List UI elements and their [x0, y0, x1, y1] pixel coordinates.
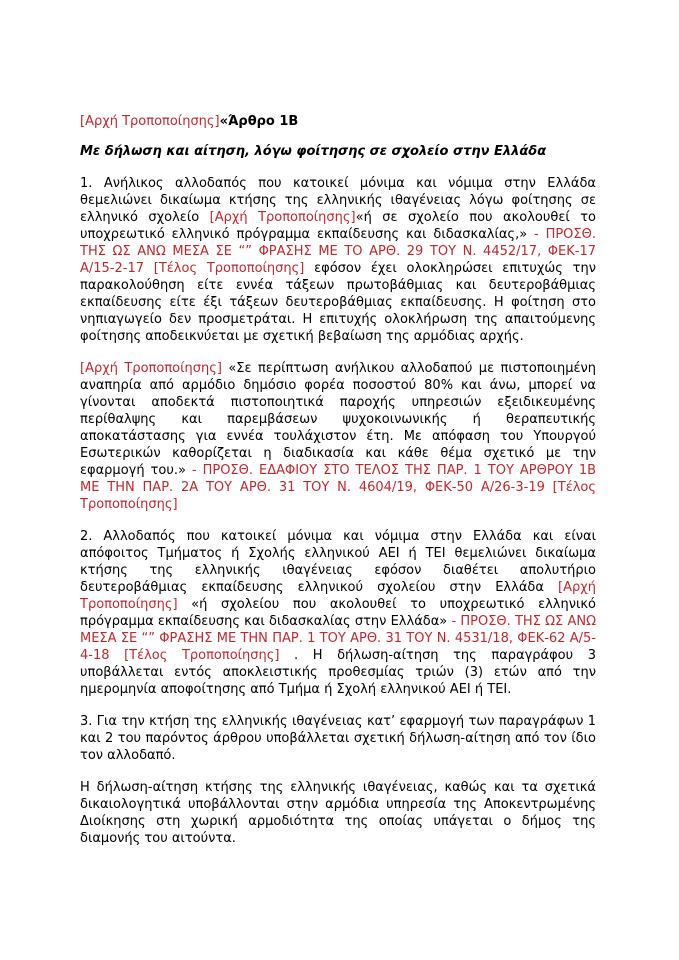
amendment-note: - ΠΡΟΣΘ. ΕΔΑΦΙΟΥ ΣΤΟ ΤΕΛΟΣ ΤΗΣ ΠΑΡ. 1 ΤΟΥ ΑΡΘΡΟΥ 1Β ΜΕ ΤΗΝ ΠΑΡ. 2Α ΤΟΥ ΑΡΘ. 31 ΤΟΥ Ν. 4604/19, ΦΕΚ-50 Α/26-3-19 [Τέλος Τροποποίησης]: [80, 463, 597, 512]
article-subheading: Με δήλωση και αίτηση, λόγω φοίτησης σε σχολείο στην Ελλάδα: [80, 144, 547, 159]
paragraph-5: [80, 779, 596, 847]
article-title: «Άρθρο 1Β: [219, 114, 299, 129]
paragraph-text: 1. Ανήλικος αλλοδαπός που κατοικεί μόνιμα και νόμιμα στην Ελλάδα θεμελιώνει δικαίωμα κτήσης της ελληνικής ιθαγένειας λόγω φοίτησης σε ελληνικό σχολείο: [80, 176, 596, 225]
amendment-start-marker: [Αρχή Τροποποίησης]: [80, 114, 220, 129]
amendment-note: [Αρχή Τροποποίησης]: [80, 580, 596, 612]
paragraph-text: 2. Αλλοδαπός που κατοικεί μόνιμα και νόμιμα στην Ελλάδα και είναι απόφοιτος Τμήματος ή Σχολής ελληνικού ΑΕΙ ή ΤΕΙ θεμελιώνει δικαίωμα κτήσης της ελληνικής ιθαγένειας εφόσον διαθέτει απολυτήριο δευτεροβάθμιας εκπαίδευσης ελληνικού σχολείου στην Ελλάδα: [80, 529, 596, 595]
amendment-note: [Αρχή Τροποποίησης]: [80, 361, 222, 376]
paragraph-1: [80, 175, 596, 345]
paragraph-text: «ή σε σχολείο που ακολουθεί το υποχρεωτικό ελληνικό πρόγραμμα εκπαίδευσης και διδασκαλίας,»: [80, 210, 596, 242]
document-page: [80, 113, 596, 862]
paragraph-3: [80, 528, 596, 698]
paragraph-4: [80, 713, 596, 764]
article-heading: [80, 113, 596, 130]
paragraph-text: 3. Για την κτήση της ελληνικής ιθαγένειας κατ’ εφαρμογή των παραγράφων 1 και 2 του παρόντος άρθρου υποβάλλεται σχετική δήλωση-αίτηση από τον ίδιο τον αλλοδαπό.: [80, 714, 596, 763]
amendment-note: - ΠΡΟΣΘ. ΤΗΣ ΩΣ ΑΝΩ ΜΕΣΑ ΣΕ “” ΦΡΑΣΗΣ ΜΕ ΤΗΝ ΠΑΡ. 1 ΤΟΥ ΑΡΘ. 31 ΤΟΥ Ν. 4531/18, ΦΕΚ-62 Α/5-4-18 [Τέλος Τροποποίησης]: [80, 614, 597, 663]
paragraph-text: «Σε περίπτωση ανήλικου αλλοδαπού με πιστοποιημένη αναπηρία από αρμόδιο δημόσιο φορέα ποσοστού 80% και άνω, μπορεί να γίνονται αποδεκτά πιστοποιητικά παροχής υπηρεσιών εξειδικευμένης περίθαλψης και παρεμβάσεων ψυχοκοινωνικής ή θεραπευτικής αποκατάστασης για εννέα τουλάχιστον έτη. Με απόφαση του Υπουργού Εσωτερικών καθορίζεται η διαδικασία και κάθε θέμα σχετικό με την εφαρμογή του.»: [80, 361, 596, 478]
paragraph-text: «ή σχολείου που ακολουθεί το υποχρεωτικό ελληνικό πρόγραμμα εκπαίδευσης και διδασκαλίας στην Ελλάδα»: [80, 597, 596, 629]
paragraph-text: εφόσον έχει ολοκληρώσει επιτυχώς την παρακολούθηση είτε εννέα τάξεων πρωτοβάθμιας και δευτεροβάθμιας εκπαίδευσης είτε έξι τάξεων δευτεροβάθμιας εκπαίδευσης. Η φοίτηση στο νηπιαγωγείο δεν προσμετράται. Η επιτυχής ολοκλήρωση της απαιτούμενης φοίτησης αποδεικνύεται με σχετική βεβαίωση της αρμόδιας αρχής.: [80, 261, 596, 344]
article-body: [80, 175, 596, 847]
amendment-note: - ΠΡΟΣΘ. ΤΗΣ ΩΣ ΑΝΩ ΜΕΣΑ ΣΕ “” ΦΡΑΣΗΣ ΜΕ ΤΟ ΑΡΘ. 29 ΤΟΥ Ν. 4452/17, ΦΕΚ-17 Α/15-2-17 [Τέλος Τροποποίησης]: [80, 227, 596, 276]
paragraph-text: Η δήλωση-αίτηση κτήσης της ελληνικής ιθαγένειας, καθώς και τα σχετικά δικαιολογητικά υποβάλλονται στην αρμόδια υπηρεσία της Αποκεντρωμένης Διοίκησης στη χωρική αρμοδιότητα της οποίας υπάγεται ο δήμος της διαμονής του αιτούντα.: [80, 780, 596, 846]
paragraph-2: [80, 360, 596, 513]
paragraph-text: . Η δήλωση-αίτηση της παραγράφου 3 υποβάλλεται εντός αποκλειστικής προθεσμίας τριών (3) ετών από την ημερομηνία αποφοίτησης από Τμήμα ή Σχολή ελληνικού ΑΕΙ ή ΤΕΙ.: [80, 648, 596, 697]
amendment-note: [Αρχή Τροποποίησης]: [209, 210, 356, 225]
